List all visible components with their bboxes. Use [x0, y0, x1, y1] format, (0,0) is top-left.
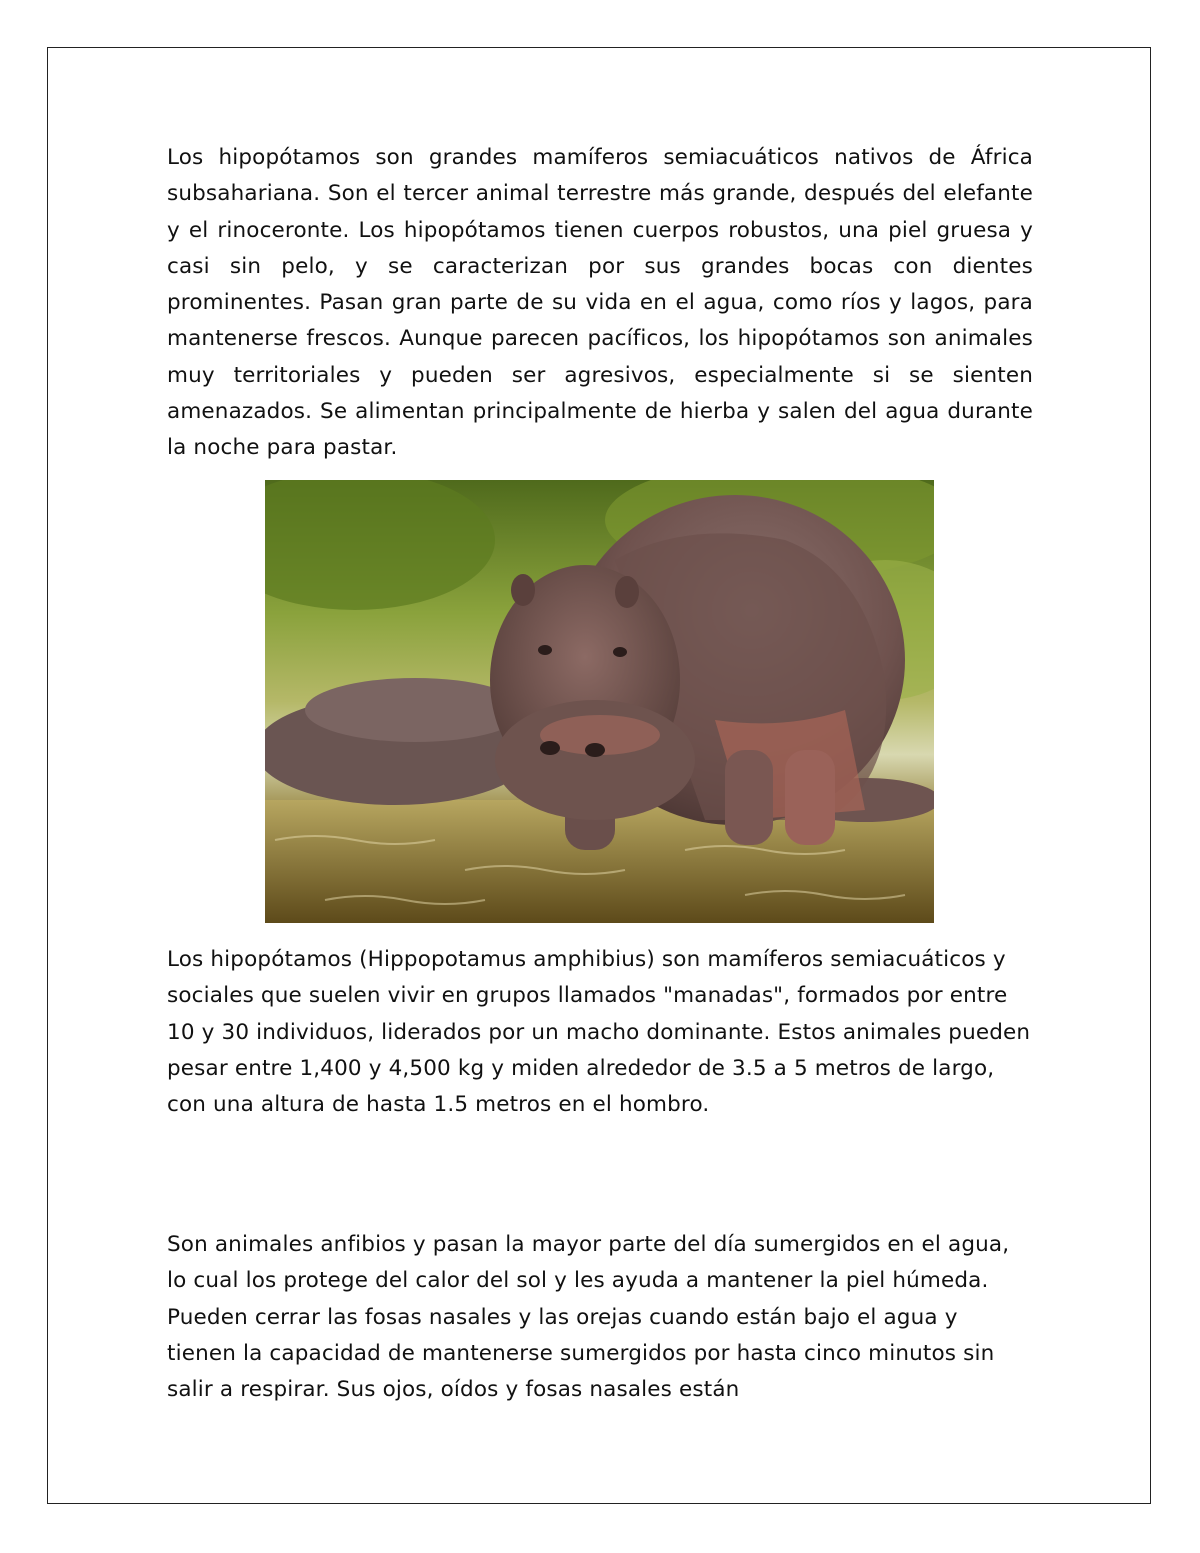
paragraph-intro: Los hipopótamos son grandes mamíferos semiacuáticos nativos de África subsahariana. Son el tercer animal terrestre más grande, después del elefante y el rinoceronte. Los hipopótamos tienen cuerpos robustos, una piel gruesa y casi sin pelo, y se caracterizan por sus grandes bocas con dientes prominentes. Pasan gran parte de su vida en el agua, como ríos y lagos, para mantenerse frescos. Aunque parecen pacíficos, los hipopótamos son animales muy territoriales y pueden ser agresivos, especialmente si se sienten amenazados. Se alimentan principalmente de hierba y salen del agua durante la noche para pastar.: [167, 145, 1033, 461]
paragraph-description: Los hipopótamos (Hippopotamus amphibius) son mamíferos semiacuáticos y sociales que suelen vivir en grupos llamados "manadas", formados por entre 10 y 30 individuos, liderados por un macho dominante. Estos animales pueden pesar entre 1,400 y 4,500 kg y miden alrededor de 3.5 a 5 metros de largo, con una altura de hasta 1.5 metros en el hombro.: [167, 947, 1031, 1118]
paragraph-habits: Son animales anfibios y pasan la mayor parte del día sumergidos en el agua, lo cual los protege del calor del sol y les ayuda a mantener la piel húmeda. Pueden cerrar las fosas nasales y las orejas cuando están bajo el agua y tienen la capacidad de mantenerse sumergidos por hasta cinco minutos sin salir a respirar. Sus ojos, oídos y fosas nasales están: [167, 1232, 1010, 1403]
hippo-illustration: [265, 480, 934, 923]
hippo-photo: [265, 480, 934, 923]
